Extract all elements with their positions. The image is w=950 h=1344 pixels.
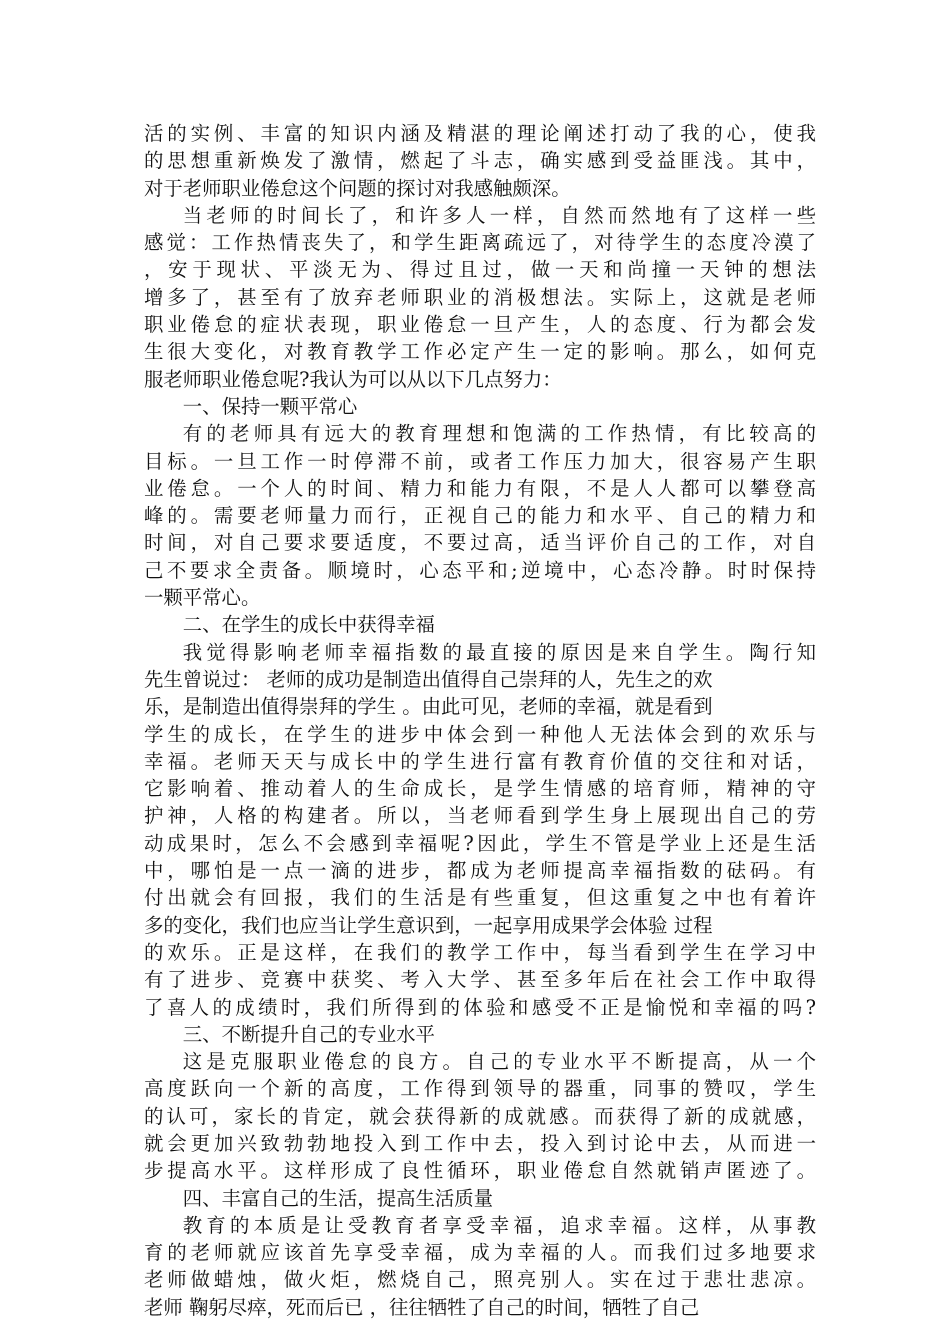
text-line: 服老师职业倦怠呢?我认为可以从以下几点努力：: [144, 367, 562, 391]
text-line: 三、不断提升自己的专业水平: [182, 1022, 435, 1046]
text-line: 生很大变化，对教育教学工作必定产生一定的影响。那么，如何克: [144, 340, 816, 364]
document-page: [144, 120, 816, 1321]
text-line: 它影响着、推动着人的生命成长，是学生情感的培育师，精神的守: [144, 777, 816, 801]
text-line: 付出就会有回报，我们的生活是有些重复，但这重复之中也有着许: [144, 886, 816, 910]
text-line: 老师 鞠躬尽瘁，死而后已 ，往往牺牲了自己的时间，牺牲了自己: [144, 1295, 700, 1319]
text-line: 教育的本质是让受教育者享受幸福，追求幸福。这样，从事教: [182, 1213, 816, 1237]
text-line: 时间，对自己要求要适度，不要过高，适当评价自己的工作，对自: [144, 531, 816, 555]
text-line: 幸福。老师天天与成长中的学生进行富有教育价值的交往和对话，: [144, 749, 816, 773]
text-line: 多的变化，我们也应当让学生意识到，一起享用成果学会体验 过程: [144, 913, 713, 937]
text-line: 四、丰富自己的生活，提高生活质量: [182, 1186, 494, 1210]
text-line: 一、保持一颗平常心: [182, 394, 358, 418]
text-line: 步提高水平。这样形成了良性循环，职业倦怠自然就销声匿迹了。: [144, 1159, 816, 1183]
text-line: 有了进步、竞赛中获奖、考入大学、甚至多年后在社会工作中取得: [144, 968, 816, 992]
text-line: 老师做蜡烛，做火炬，燃烧自己，照亮别人。实在过于悲壮悲凉。: [144, 1268, 816, 1292]
text-line: 感觉：工作热情丧失了，和学生距离疏远了，对待学生的态度冷漠了: [144, 231, 816, 255]
text-line: 高度跃向一个新的高度，工作得到领导的器重，同事的赞叹，学生: [144, 1077, 816, 1101]
text-line: 职业倦怠的症状表现，职业倦怠一旦产生，人的态度、行为都会发: [144, 313, 816, 337]
text-line: 育的老师就应该首先享受幸福，成为幸福的人。而我们过多地要求: [144, 1241, 816, 1265]
text-line: 先生曾说过： 老师的成功是制造出值得自己崇拜的人，先生之的欢: [144, 667, 713, 691]
text-line: 有的老师具有远大的教育理想和饱满的工作热情，有比较高的: [182, 422, 816, 446]
text-line: 的欢乐。正是这样，在我们的教学工作中，每当看到学生在学习中: [144, 940, 816, 964]
text-line: 就会更加兴致勃勃地投入到工作中去，投入到讨论中去，从而进一: [144, 1131, 816, 1155]
text-line: 增多了，甚至有了放弃老师职业的消极想法。实际上，这就是老师: [144, 285, 816, 309]
text-line: 动成果时，怎么不会感到幸福呢?因此，学生不管是学业上还是生活: [144, 831, 816, 855]
text-line: 活的实例、丰富的知识内涵及精湛的理论阐述打动了我的心，使我: [144, 122, 816, 145]
text-line: 峰的。需要老师量力而行，正视自己的能力和水平、自己的精力和: [144, 504, 816, 528]
text-line: 了喜人的成绩时，我们所得到的体验和感受不正是愉悦和幸福的吗?: [144, 995, 816, 1019]
text-line: 对于老师职业倦怠这个问题的探讨对我感触颇深。: [144, 176, 571, 200]
text-line: 一颗平常心。: [144, 586, 261, 610]
text-line: 护神，人格的构建者。所以，当老师看到学生身上展现出自己的劳: [144, 804, 816, 828]
text-line: 的思想重新焕发了激情，燃起了斗志，确实感到受益匪浅。其中，: [144, 149, 816, 173]
text-line: 业倦怠。一个人的时间、精力和能力有限，不是人人都可以攀登高: [144, 476, 816, 500]
text-line: 中，哪怕是一点一滴的进步，都成为老师提高幸福指数的砝码。有: [144, 859, 816, 883]
text-line: 乐，是制造出值得崇拜的学生 。由此可见，老师的幸福，就是看到: [144, 695, 713, 719]
text-line: 我觉得影响老师幸福指数的最直接的原因是来自学生。陶行知: [182, 640, 816, 664]
text-line: 这是克服职业倦怠的良方。自己的专业水平不断提高，从一个: [182, 1050, 816, 1074]
text-line: 目标。一旦工作一时停滞不前，或者工作压力加大，很容易产生职: [144, 449, 816, 473]
text-line: 二、在学生的成长中获得幸福: [182, 613, 435, 637]
text-line: 己不要求全责备。顺境时，心态平和;逆境中，心态冷静。时时保持: [144, 558, 816, 582]
text-line: 当老师的时间长了，和许多人一样，自然而然地有了这样一些: [182, 203, 816, 227]
text-line: ，安于现状、平淡无为、得过且过，做一天和尚撞一天钟的想法: [144, 258, 816, 282]
document-body: [144, 120, 816, 1321]
text-line: 的认可，家长的肯定，就会获得新的成就感。而获得了新的成就感，: [144, 1104, 816, 1128]
text-line: 学生的成长，在学生的进步中体会到一种他人无法体会到的欢乐与: [144, 722, 816, 746]
